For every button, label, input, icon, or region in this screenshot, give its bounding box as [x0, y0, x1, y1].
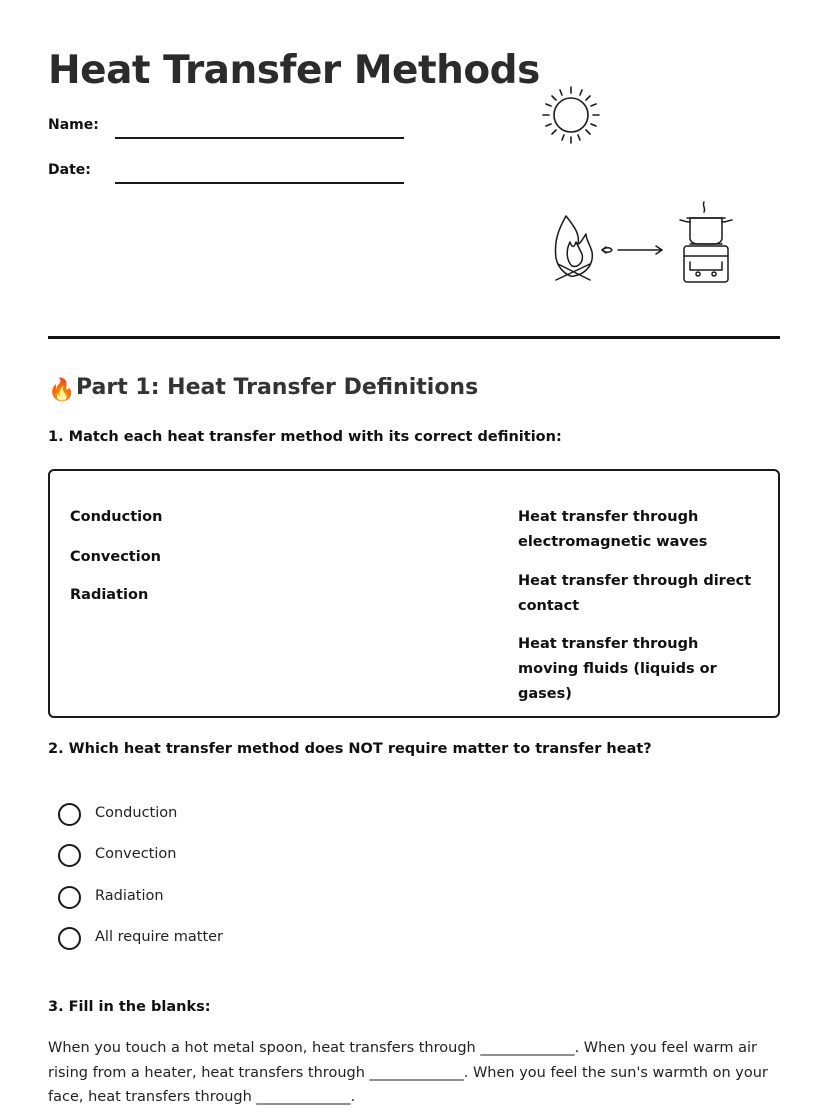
term-conduction[interactable]: Conduction: [70, 509, 163, 525]
date-label: Date:: [48, 162, 91, 178]
part1-heading: [48, 372, 478, 407]
question-3-prompt: 3. Fill in the blanks:: [48, 999, 211, 1015]
option-label: Convection: [95, 846, 177, 862]
name-label: Name:: [48, 117, 99, 133]
question-1-prompt: 1. Match each heat transfer method with its correct definition:: [48, 429, 562, 445]
definition-conduction[interactable]: Heat transfer through direct contact: [518, 573, 752, 614]
section-divider: [48, 336, 780, 339]
part1-heading-text: Part 1: Heat Transfer Definitions: [76, 375, 479, 400]
radio-button[interactable]: [58, 803, 81, 826]
fill-in-blanks-text: When you touch a hot metal spoon, heat transfers through _____________. When you feel warm air rising from a heater, heat transfers through _____________. When you feel the sun's warmth on your face, heat transfers through _____________.: [48, 1040, 768, 1105]
name-input-line[interactable]: [115, 137, 404, 139]
term-convection[interactable]: Convection: [70, 549, 161, 565]
radio-button[interactable]: [58, 927, 81, 950]
definition-convection[interactable]: Heat transfer through moving fluids (liquids or gases): [518, 636, 717, 702]
question-2-prompt: 2. Which heat transfer method does NOT require matter to transfer heat?: [48, 741, 652, 757]
option-label: Radiation: [95, 888, 164, 904]
heat-illustration: [550, 198, 740, 286]
term-radiation[interactable]: Radiation: [70, 587, 149, 603]
page-title: Heat Transfer Methods: [48, 48, 540, 93]
arrow-right-icon: [602, 246, 662, 254]
matching-box: [48, 469, 780, 718]
definition-radiation[interactable]: Heat transfer through electromagnetic waves: [518, 509, 708, 550]
radio-button[interactable]: [58, 844, 81, 867]
fire-emoji-icon: 🔥: [48, 378, 76, 403]
stove-pot-icon: [680, 202, 732, 282]
fire-icon: [555, 216, 592, 280]
radio-button[interactable]: [58, 886, 81, 909]
date-input-line[interactable]: [115, 182, 404, 184]
sun-icon: [538, 84, 604, 148]
option-label: All require matter: [95, 929, 224, 945]
option-label: Conduction: [95, 805, 178, 821]
